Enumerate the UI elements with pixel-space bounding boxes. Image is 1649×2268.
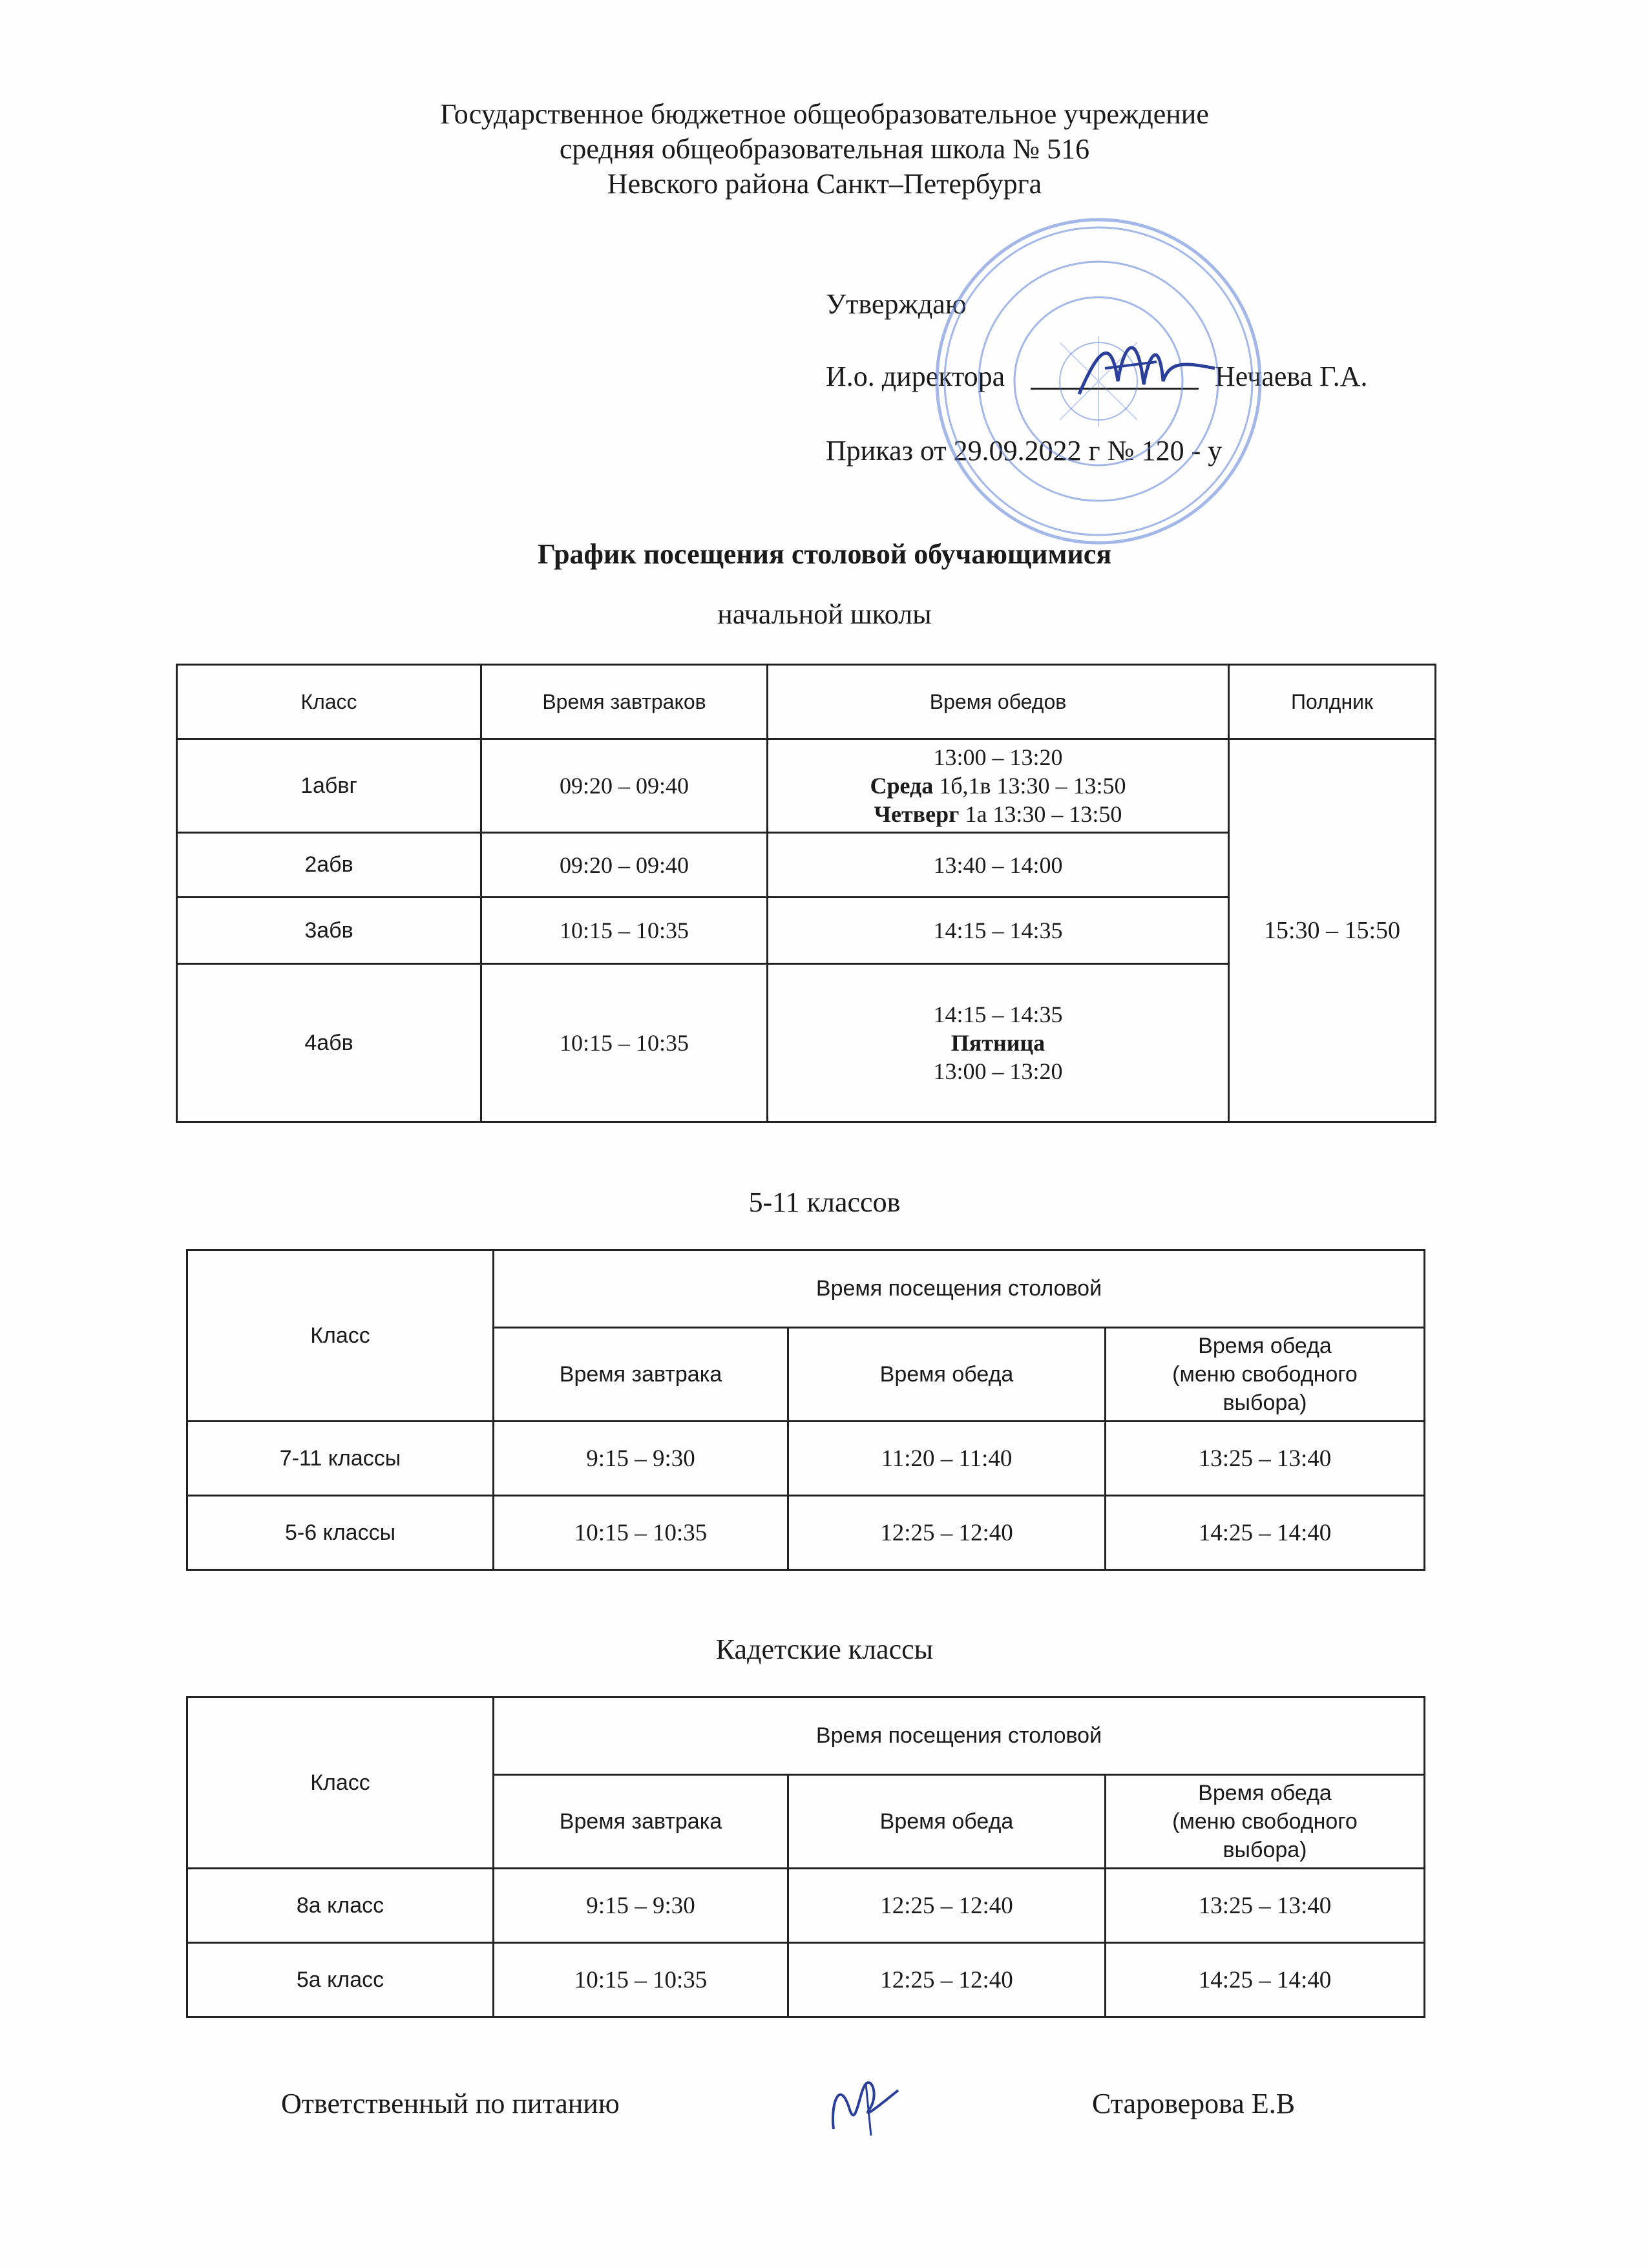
table-row (177, 739, 1436, 833)
director-label: И.о. директора (826, 361, 1005, 392)
breakfast-cell: 09:20 – 09:40 (481, 833, 768, 898)
table-header-row (187, 1697, 1425, 1775)
header-class: Класс (187, 1250, 494, 1422)
header-lunch: Время обеда (788, 1775, 1106, 1869)
header-free-line2: (меню свободного (1172, 1809, 1358, 1834)
lunch-cell: 12:25 – 12:40 (788, 1869, 1106, 1943)
org-name-line3: Невского района Санкт–Петербурга (607, 168, 1042, 200)
class-cell: 5а класс (187, 1943, 494, 2017)
header-visit-time: Время посещения столовой (494, 1697, 1425, 1775)
free-lunch-cell: 14:25 – 14:40 (1106, 1496, 1425, 1570)
header-free-menu-lunch (1106, 1328, 1425, 1422)
class-cell: 3абв (177, 898, 481, 964)
lunch-cell: 14:15 – 14:35 (768, 898, 1229, 964)
breakfast-cell: 10:15 – 10:35 (494, 1496, 788, 1570)
class-cell: 1абвг (177, 739, 481, 833)
lunch-time: 14:15 – 14:35 (933, 1002, 1063, 1027)
senior-subtitle: 5-11 классов (748, 1186, 901, 1218)
lunch-cell (768, 739, 1229, 833)
free-lunch-cell: 13:25 – 13:40 (1106, 1422, 1425, 1496)
approve-label: Утверждаю (826, 288, 967, 320)
header-breakfast: Время завтраков (481, 665, 768, 739)
class-cell: 7-11 классы (187, 1422, 494, 1496)
free-lunch-cell: 14:25 – 14:40 (1106, 1943, 1425, 2017)
cadet-schedule-table (186, 1696, 1425, 2018)
cadet-subtitle: Кадетские классы (715, 1633, 934, 1665)
lunch-cell: 13:40 – 14:00 (768, 833, 1229, 898)
breakfast-cell: 10:15 – 10:35 (481, 964, 768, 1122)
breakfast-cell: 10:15 – 10:35 (494, 1943, 788, 2017)
responsible-label: Ответственный по питанию (281, 2088, 620, 2119)
header-free-menu-lunch (1106, 1775, 1425, 1869)
header-free-line1: Время обеда (1198, 1334, 1332, 1358)
table-row (187, 1422, 1425, 1496)
primary-subtitle: начальной школы (717, 598, 932, 630)
lunch-extra-text: 1а 13:30 – 13:50 (959, 801, 1122, 827)
document-title: График посещения столовой обучающимися (537, 538, 1112, 570)
breakfast-cell: 10:15 – 10:35 (481, 898, 768, 964)
header-class: Класс (187, 1697, 494, 1869)
responsible-name: Староверова Е.В (1092, 2088, 1296, 2119)
lunch-extra-2 (773, 800, 1223, 828)
table-row (187, 1869, 1425, 1943)
table-header-row (187, 1250, 1425, 1328)
senior-schedule-table (186, 1249, 1425, 1571)
director-name: Нечаева Г.А. (1215, 361, 1368, 392)
header-breakfast: Время завтрака (494, 1328, 788, 1422)
weekday-label: Пятница (951, 1030, 1045, 1056)
header-lunch: Время обеда (788, 1328, 1106, 1422)
org-name-line1: Государственное бюджетное общеобразовательное учреждение (440, 98, 1209, 130)
class-cell: 4абв (177, 964, 481, 1122)
table-row (187, 1943, 1425, 2017)
responsible-signature (821, 2064, 911, 2142)
lunch-extra-text: 1б,1в 13:30 – 13:50 (933, 773, 1126, 799)
header-snack: Полдник (1229, 665, 1436, 739)
director-signature (1073, 323, 1221, 407)
weekday-label: Среда (870, 773, 934, 799)
snack-cell: 15:30 – 15:50 (1229, 739, 1436, 1122)
breakfast-cell: 09:20 – 09:40 (481, 739, 768, 833)
header-lunch: Время обедов (768, 665, 1229, 739)
lunch-cell: 12:25 – 12:40 (788, 1496, 1106, 1570)
class-cell: 8а класс (187, 1869, 494, 1943)
free-lunch-cell: 13:25 – 13:40 (1106, 1869, 1425, 1943)
header-free-line2: (меню свободного (1172, 1362, 1358, 1387)
breakfast-cell: 9:15 – 9:30 (494, 1869, 788, 1943)
header-class: Класс (177, 665, 481, 739)
lunch-extra-1 (773, 772, 1223, 800)
header-free-line3: выбора) (1223, 1391, 1307, 1415)
header-free-line1: Время обеда (1198, 1781, 1332, 1805)
header-free-line3: выбора) (1223, 1838, 1307, 1862)
breakfast-cell: 9:15 – 9:30 (494, 1422, 788, 1496)
lunch-cell: 11:20 – 11:40 (788, 1422, 1106, 1496)
lunch-day-time: 13:00 – 13:20 (933, 1058, 1063, 1084)
lunch-cell (768, 964, 1229, 1122)
header-breakfast: Время завтрака (494, 1775, 788, 1869)
class-cell: 5-6 классы (187, 1496, 494, 1570)
table-header-row (177, 665, 1436, 739)
order-reference: Приказ от 29.09.2022 г № 120 - у (826, 435, 1223, 467)
primary-schedule-table (176, 664, 1436, 1123)
class-cell: 2абв (177, 833, 481, 898)
org-name-line2: средняя общеобразовательная школа № 516 (559, 133, 1090, 165)
table-row (187, 1496, 1425, 1570)
lunch-cell: 12:25 – 12:40 (788, 1943, 1106, 2017)
lunch-time: 13:00 – 13:20 (933, 744, 1063, 770)
weekday-label: Четверг (874, 801, 960, 827)
header-visit-time: Время посещения столовой (494, 1250, 1425, 1328)
